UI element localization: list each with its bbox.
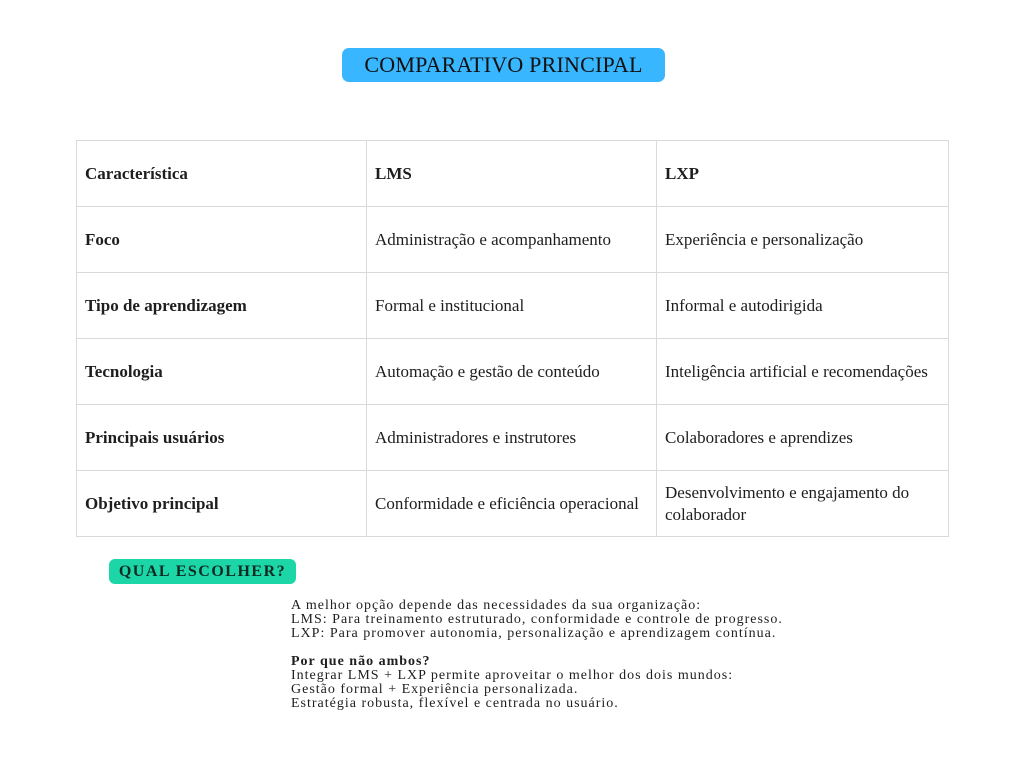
row-label: Principais usuários <box>77 405 367 471</box>
outro-line: Integrar LMS + LXP permite aproveitar o melhor dos dois mundos: <box>291 668 734 683</box>
lms-cell: Administração e acompanhamento <box>367 207 657 273</box>
row-label: Tipo de aprendizagem <box>77 273 367 339</box>
row-label: Objetivo principal <box>77 471 367 537</box>
lxp-cell: Informal e autodirigida <box>657 273 949 339</box>
comparison-table <box>76 140 949 537</box>
paragraph-spacer <box>291 641 991 655</box>
lxp-cell: Colaboradores e aprendizes <box>657 405 949 471</box>
header-caracteristica: Característica <box>77 141 367 207</box>
table-row <box>77 273 949 339</box>
lxp-cell: Inteligência artificial e recomendações <box>657 339 949 405</box>
lms-cell: Conformidade e eficiência operacional <box>367 471 657 537</box>
lxp-cell: Desenvolvimento e engajamento do colaborador <box>657 471 949 537</box>
header-lms: LMS <box>367 141 657 207</box>
table-row <box>77 405 949 471</box>
recommendation-text <box>291 599 991 711</box>
intro-line: A melhor opção depende das necessidades da sua organização: <box>291 598 702 613</box>
outro-line: Gestão formal + Experiência personalizada. <box>291 682 579 697</box>
table-row <box>77 207 949 273</box>
lms-cell: Administradores e instrutores <box>367 405 657 471</box>
table-header-row <box>77 141 949 207</box>
lxp-cell: Experiência e personalização <box>657 207 949 273</box>
subheading: Por que não ambos? <box>291 654 431 669</box>
lms-cell: Formal e institucional <box>367 273 657 339</box>
intro-line: LMS: Para treinamento estruturado, conformidade e controle de progresso. <box>291 612 783 627</box>
table-row <box>77 471 949 537</box>
section-heading-badge: QUAL ESCOLHER? <box>109 559 296 584</box>
row-label: Foco <box>77 207 367 273</box>
page-title: COMPARATIVO PRINCIPAL <box>342 48 665 82</box>
header-lxp: LXP <box>657 141 949 207</box>
lms-cell: Automação e gestão de conteúdo <box>367 339 657 405</box>
table-row <box>77 339 949 405</box>
outro-line: Estratégia robusta, flexível e centrada no usuário. <box>291 696 619 711</box>
intro-line: LXP: Para promover autonomia, personalização e aprendizagem contínua. <box>291 626 777 641</box>
row-label: Tecnologia <box>77 339 367 405</box>
